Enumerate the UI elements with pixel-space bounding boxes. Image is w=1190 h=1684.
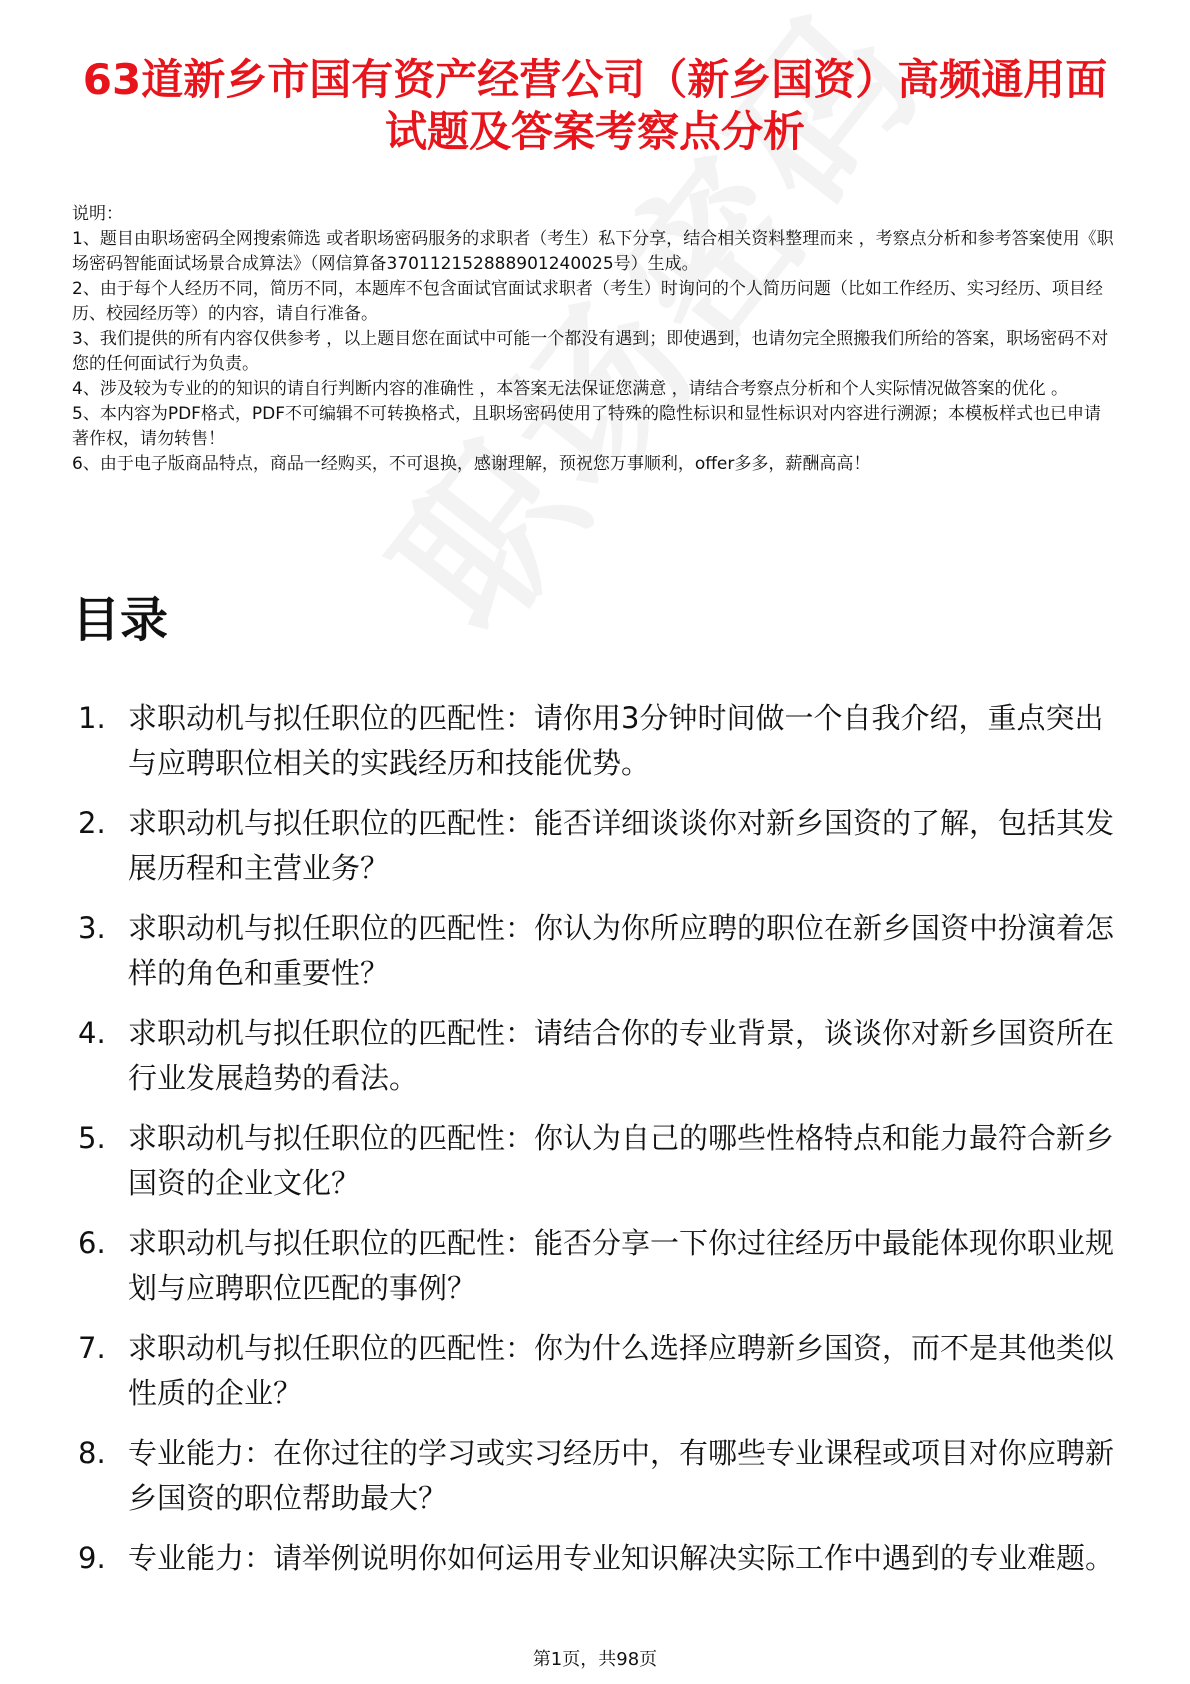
toc-item-number: 6. — [78, 1226, 106, 1260]
toc-item-number: 8. — [78, 1436, 106, 1470]
table-of-contents — [72, 696, 1118, 1596]
toc-item[interactable] — [72, 801, 1118, 891]
note-item: 1、题目由职场密码全网搜索筛选 或者职场密码服务的求职者（考生）私下分享，结合相关资料整理而来 ，考察点分析和参考答案使用《职场密码智能面试场景合成算法》（网信算备370112152888901240025号）生成。 — [72, 229, 1114, 274]
note-item: 5、本内容为PDF格式，PDF不可编辑不可转换格式，且职场密码使用了特殊的隐性标识和显性标识对内容进行溯源；本模板样式也已申请著作权，请勿转售！ — [72, 404, 1102, 449]
toc-item-text: 求职动机与拟任职位的匹配性：请结合你的专业背景，谈谈你对新乡国资所在行业发展趋势的看法。 — [128, 1016, 1115, 1095]
toc-item[interactable] — [72, 1116, 1118, 1206]
toc-item-text: 求职动机与拟任职位的匹配性：你认为自己的哪些性格特点和能力最符合新乡国资的企业文化？ — [128, 1121, 1115, 1200]
toc-item-number: 5. — [78, 1121, 106, 1155]
toc-item[interactable] — [72, 1221, 1118, 1311]
toc-item-text: 专业能力：请举例说明你如何运用专业知识解决实际工作中遇到的专业难题。 — [128, 1541, 1115, 1575]
note-item: 2、由于每个人经历不同，简历不同，本题库不包含面试官面试求职者（考生）时询问的个人简历问题（比如工作经历、实习经历、项目经历、校园经历等）的内容，请自行准备。 — [72, 279, 1103, 324]
toc-item-number: 7. — [78, 1331, 106, 1365]
toc-item-number: 9. — [78, 1541, 106, 1575]
note-item: 6、由于电子版商品特点，商品一经购买，不可退换，感谢理解，预祝您万事顺利，offer多多，薪酬高高！ — [72, 454, 871, 474]
toc-item[interactable] — [72, 906, 1118, 996]
toc-item-number: 2. — [78, 806, 106, 840]
toc-item[interactable] — [72, 1326, 1118, 1416]
toc-item-text: 专业能力：在你过往的学习或实习经历中，有哪些专业课程或项目对你应聘新乡国资的职位帮助最大？ — [128, 1436, 1115, 1515]
toc-item-text: 求职动机与拟任职位的匹配性：请你用3分钟时间做一个自我介绍，重点突出与应聘职位相关的实践经历和技能优势。 — [128, 701, 1104, 780]
toc-item-text: 求职动机与拟任职位的匹配性：能否分享一下你过往经历中最能体现你职业规划与应聘职位匹配的事例？ — [128, 1226, 1115, 1305]
notes-section — [72, 202, 1118, 477]
notes-heading: 说明： — [72, 204, 123, 224]
toc-heading: 目录 — [72, 592, 169, 648]
toc-item[interactable] — [72, 1431, 1118, 1521]
toc-item-text: 求职动机与拟任职位的匹配性：你为什么选择应聘新乡国资，而不是其他类似性质的企业？ — [128, 1331, 1115, 1410]
toc-item-text: 求职动机与拟任职位的匹配性：你认为你所应聘的职位在新乡国资中扮演着怎样的角色和重要性？ — [128, 911, 1115, 990]
toc-item-text: 求职动机与拟任职位的匹配性：能否详细谈谈你对新乡国资的了解，包括其发展历程和主营业务？ — [128, 806, 1115, 885]
toc-item[interactable] — [72, 1011, 1118, 1101]
note-item: 4、涉及较为专业的的知识的请自行判断内容的准确性 ，本答案无法保证您满意 ，请结合考察点分析和个人实际情况做答案的优化 。 — [72, 379, 1069, 399]
toc-item-number: 4. — [78, 1016, 106, 1050]
toc-item-number: 3. — [78, 911, 106, 945]
page-number: 第1页，共98页 — [532, 1649, 658, 1670]
document-title: 63道新乡市国有资产经营公司（新乡国资）高频通用面试题及答案考察点分析 — [82, 55, 1108, 156]
toc-item[interactable] — [72, 1536, 1118, 1581]
toc-item-number: 1. — [78, 701, 106, 735]
note-item: 3、我们提供的所有内容仅供参考 ，以上题目您在面试中可能一个都没有遇到；即使遇到，也请勿完全照搬我们所给的答案，职场密码不对您的任何面试行为负责。 — [72, 329, 1109, 374]
toc-item[interactable] — [72, 696, 1118, 786]
